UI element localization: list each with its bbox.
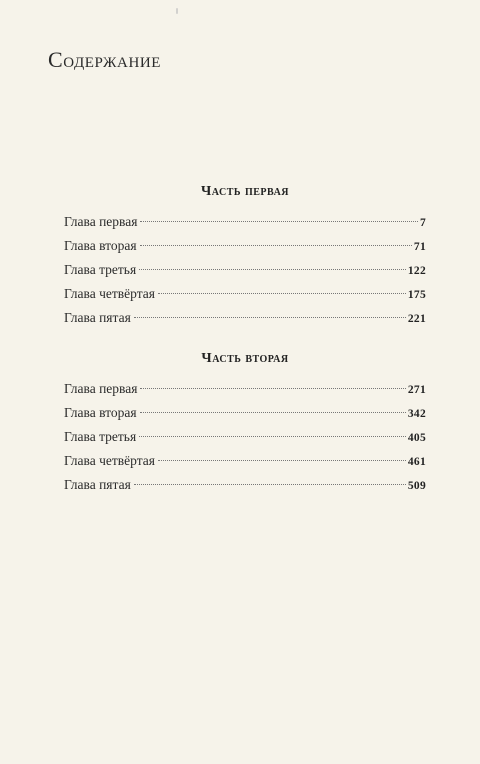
chapter-label: Глава первая xyxy=(64,381,138,396)
chapter-label: Глава третья xyxy=(64,262,137,277)
chapter-label: Глава четвёртая xyxy=(64,286,155,301)
chapter-label: Глава пятая xyxy=(64,477,131,492)
part-heading: Часть вторая xyxy=(201,351,289,366)
toc-entry[interactable] xyxy=(64,258,426,282)
toc-entry[interactable] xyxy=(64,401,426,425)
chapter-label: Глава вторая xyxy=(64,405,137,420)
dot-leader xyxy=(140,388,405,389)
page-number: 342 xyxy=(407,408,426,420)
page-number: 175 xyxy=(407,289,426,301)
page-number: 7 xyxy=(419,217,426,229)
part-heading: Часть первая xyxy=(200,184,290,199)
page-number: 122 xyxy=(407,265,426,277)
paper-mark xyxy=(176,8,178,14)
page-number: 71 xyxy=(413,241,426,253)
dot-leader xyxy=(140,245,412,246)
chapter-label: Глава третья xyxy=(64,429,137,444)
toc-entry[interactable] xyxy=(64,473,426,497)
dot-leader xyxy=(134,484,406,485)
dot-leader xyxy=(139,436,406,437)
chapter-label: Глава четвёртая xyxy=(64,453,155,468)
toc-entry[interactable] xyxy=(64,234,426,258)
page-number: 509 xyxy=(407,480,426,492)
dot-leader xyxy=(140,412,406,413)
toc-part-2 xyxy=(64,350,426,497)
page-title: Содержание xyxy=(48,47,162,72)
page-number: 221 xyxy=(407,313,426,325)
page-number: 405 xyxy=(407,432,426,444)
page-number: 461 xyxy=(407,456,426,468)
chapter-label: Глава вторая xyxy=(64,238,137,253)
dot-leader xyxy=(134,317,406,318)
toc-entry[interactable] xyxy=(64,306,426,330)
dot-leader xyxy=(158,460,406,461)
toc-part-1 xyxy=(64,183,426,330)
page-number: 271 xyxy=(407,384,426,396)
dot-leader xyxy=(158,293,406,294)
toc-entry[interactable] xyxy=(64,210,426,234)
toc-entry[interactable] xyxy=(64,449,426,473)
chapter-label: Глава первая xyxy=(64,214,138,229)
dot-leader xyxy=(139,269,406,270)
toc-entry[interactable] xyxy=(64,425,426,449)
dot-leader xyxy=(140,221,417,222)
chapter-label: Глава пятая xyxy=(64,310,131,325)
toc-entry[interactable] xyxy=(64,377,426,401)
toc-entry[interactable] xyxy=(64,282,426,306)
